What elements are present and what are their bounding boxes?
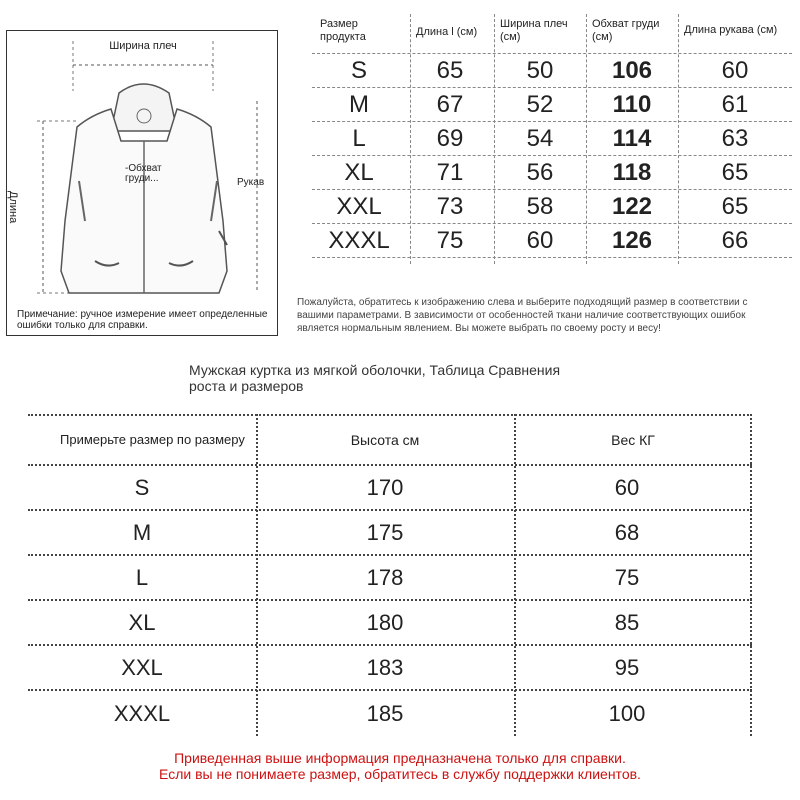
column-divider — [514, 414, 516, 736]
sleeve-label: Рукав — [237, 177, 265, 188]
table-row — [28, 554, 752, 599]
header-try-size: Примерьте размер по размеру — [60, 432, 245, 447]
height-cell: 180 — [366, 609, 404, 635]
height-cell: 178 — [366, 564, 404, 590]
size-cell: XXXL — [113, 700, 171, 726]
size-cell: XL — [128, 609, 156, 635]
column-divider — [410, 14, 411, 264]
weight-cell: 95 — [614, 654, 640, 680]
size-cell: L — [135, 564, 149, 590]
shoulder-cell: 54 — [526, 124, 554, 152]
table-row — [28, 509, 752, 554]
measurement-note: Примечание: ручное измерение имеет определенные ошибки только для справки. — [17, 309, 268, 331]
chest-cell: 126 — [611, 226, 653, 254]
shoulder-cell: 60 — [526, 226, 554, 254]
chest-cell: 122 — [611, 192, 653, 220]
size-cell: XXL — [336, 192, 382, 220]
column-divider — [678, 14, 679, 264]
shoulder-cell: 56 — [526, 158, 554, 186]
shoulder-cell: 58 — [526, 192, 554, 220]
table-row — [28, 464, 752, 509]
table-row — [312, 88, 792, 122]
weight-cell: 60 — [614, 474, 640, 500]
height-weight-table — [28, 414, 752, 736]
weight-cell: 85 — [614, 609, 640, 635]
shoulder-width-label: Ширина плеч — [109, 40, 177, 52]
length-label: Длина — [7, 191, 19, 224]
column-divider — [256, 414, 258, 736]
size-cell: S — [134, 474, 150, 500]
size-cell: XXL — [121, 654, 163, 680]
weight-cell: 75 — [614, 564, 640, 590]
size-cell: L — [352, 124, 366, 152]
column-divider — [750, 414, 752, 736]
table-row — [312, 54, 792, 88]
height-cell: 185 — [366, 700, 404, 726]
sleeve-cell: 65 — [721, 158, 749, 186]
sleeve-cell: 65 — [721, 192, 749, 220]
table-row — [312, 190, 792, 224]
table-row — [312, 224, 792, 258]
chest-cell: 118 — [612, 158, 652, 186]
sleeve-cell: 60 — [721, 56, 749, 84]
column-divider — [586, 14, 587, 264]
size-cell: M — [349, 90, 369, 118]
size-cell: XL — [344, 158, 374, 186]
footer-line-1: Приведенная выше информация предназначена только для справки. — [174, 750, 626, 766]
footer-notice — [0, 750, 800, 782]
header-length: Длина l (см) — [416, 26, 478, 38]
size-cell: S — [350, 56, 367, 84]
header-weight: Вес КГ — [611, 432, 655, 448]
header-sleeve: Длина рукава (см) — [684, 24, 778, 36]
header-size: Размер продукта — [320, 18, 366, 43]
height-cell: 170 — [366, 474, 404, 500]
size-cell: M — [132, 519, 152, 545]
height-cell: 175 — [366, 519, 404, 545]
sleeve-cell: 63 — [721, 124, 749, 152]
shoulder-cell: 50 — [526, 56, 554, 84]
height-cell: 183 — [366, 654, 404, 680]
table-row — [28, 599, 752, 644]
length-cell: 65 — [436, 56, 464, 84]
weight-cell: 100 — [608, 700, 646, 726]
chest-cell: 114 — [612, 124, 652, 152]
length-cell: 71 — [436, 158, 464, 186]
sleeve-cell: 61 — [721, 90, 749, 118]
shoulder-cell: 52 — [526, 90, 554, 118]
header-shoulder: Ширина плеч (см) — [500, 18, 568, 43]
header-height: Высота см — [350, 432, 420, 448]
length-cell: 67 — [436, 90, 464, 118]
length-cell: 73 — [436, 192, 464, 220]
size-table-header — [312, 14, 792, 54]
footer-line-2: Если вы не понимаете размер, обратитесь в службу поддержки клиентов. — [159, 766, 641, 782]
length-cell: 69 — [436, 124, 464, 152]
length-cell: 75 — [436, 226, 464, 254]
table-row — [28, 644, 752, 689]
chest-label: -Обхват груди... — [125, 163, 162, 184]
chest-cell: 110 — [612, 90, 652, 118]
hw-table-title: Мужская куртка из мягкой оболочки, Таблица Сравнения роста и размеров — [189, 362, 561, 394]
hw-table-header — [28, 414, 752, 464]
size-table — [312, 14, 792, 264]
size-instruction-text: Пожалуйста, обратитесь к изображению слева и выберите подходящий размер в соответствии с вашими параметрами. В зависимости от особенностей ткани наличие соответствующих ошибок является нормальным явлением. Вы можете выбрать по своему росту и весу! — [297, 297, 748, 334]
header-chest: Обхват груди (см) — [592, 18, 660, 43]
sleeve-cell: 66 — [721, 226, 749, 254]
column-divider — [494, 14, 495, 264]
jacket-diagram — [6, 30, 278, 336]
size-cell: XXXL — [328, 226, 390, 254]
table-row — [312, 156, 792, 190]
table-row — [312, 122, 792, 156]
table-row — [28, 689, 752, 736]
chest-cell: 106 — [611, 56, 653, 84]
weight-cell: 68 — [614, 519, 640, 545]
